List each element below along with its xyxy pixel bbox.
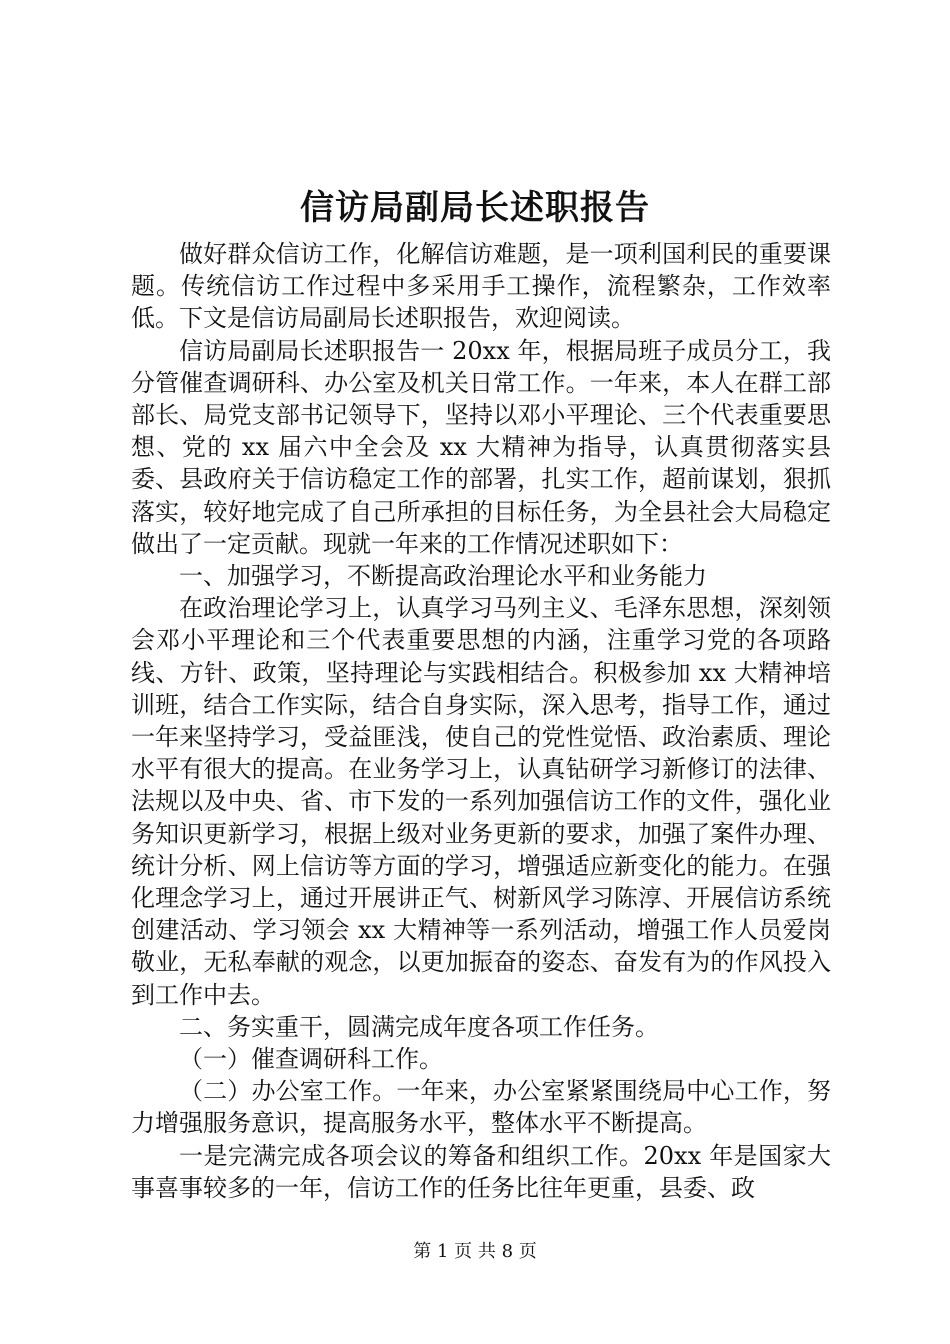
section-heading-tasks: 二、务实重干，圆满完成年度各项工作任务。 <box>179 1012 659 1041</box>
paragraph-report-opening: 信访局副局长述职报告一 20xx 年，根据局班子成员分工，我分管催查调研科、办公室及机关日常工作。一年来，本人在群工部部长、局党支部书记领导下，坚持以邓小平理论、三个代表重要思想、党的 xx 届六中全会及 xx 大精神为指导，认真贯彻落实县委、县政府关于信访稳定工作的部署，扎实工作，超前谋划，狠抓落实，较好地完成了自己所承担的目标任务，为全县社会大局稳定做出了一定贡献。现就一年来的工作情况述职如下： <box>131 336 831 558</box>
section-heading-study: 一、加强学习，不断提高政治理论水平和业务能力 <box>179 562 707 591</box>
paragraph-study: 在政治理论学习上，认真学习马列主义、毛泽东思想，深刻领会邓小平理论和三个代表重要思想的内涵，注重学习党的各项路线、方针、政策，坚持理论与实践相结合。积极参加 xx 大精神培训班，结合工作实际，结合自身实际，深入思考，指导工作，通过一年来坚持学习，受益匪浅，使自己的党性觉悟、政治素质、理论水平有很大的提高。在业务学习上，认真钻研学习新修订的法律、法规以及中央、省、市下发的一系列加强信访工作的文件，强化业务知识更新学习，根据上级对业务更新的要求，加强了案件办理、统计分析、网上信访等方面的学习，增强适应新变化的能力。在强化理念学习上，通过开展讲正气、树新风学习陈淳、开展信访系统创建活动、学习领会 xx 大精神等一系列活动，增强工作人员爱岗敬业，无私奉献的观念，以更加振奋的姿态、奋发有为的作风投入到工作中去。 <box>131 594 831 1009</box>
subsection-heading-research: （一）催查调研科工作。 <box>179 1045 443 1074</box>
paragraph-office-work: （二）办公室工作。一年来，办公室紧紧围绕局中心工作，努力增强服务意识，提高服务水平，整体水平不断提高。 <box>131 1077 831 1138</box>
document-body <box>131 238 831 1204</box>
paragraph-meetings: 一是完满完成各项会议的筹备和组织工作。20xx 年是国家大事喜事较多的一年，信访工作的任务比往年更重，县委、政 <box>131 1141 831 1202</box>
paragraph-intro: 做好群众信访工作，化解信访难题，是一项利国利民的重要课题。传统信访工作过程中多采用手工操作，流程繁杂，工作效率低。下文是信访局副局长述职报告，欢迎阅读。 <box>131 240 831 333</box>
page-footer: 第 1 页 共 8 页 <box>413 1241 537 1262</box>
document-title: 信访局副局长述职报告 <box>300 188 650 228</box>
